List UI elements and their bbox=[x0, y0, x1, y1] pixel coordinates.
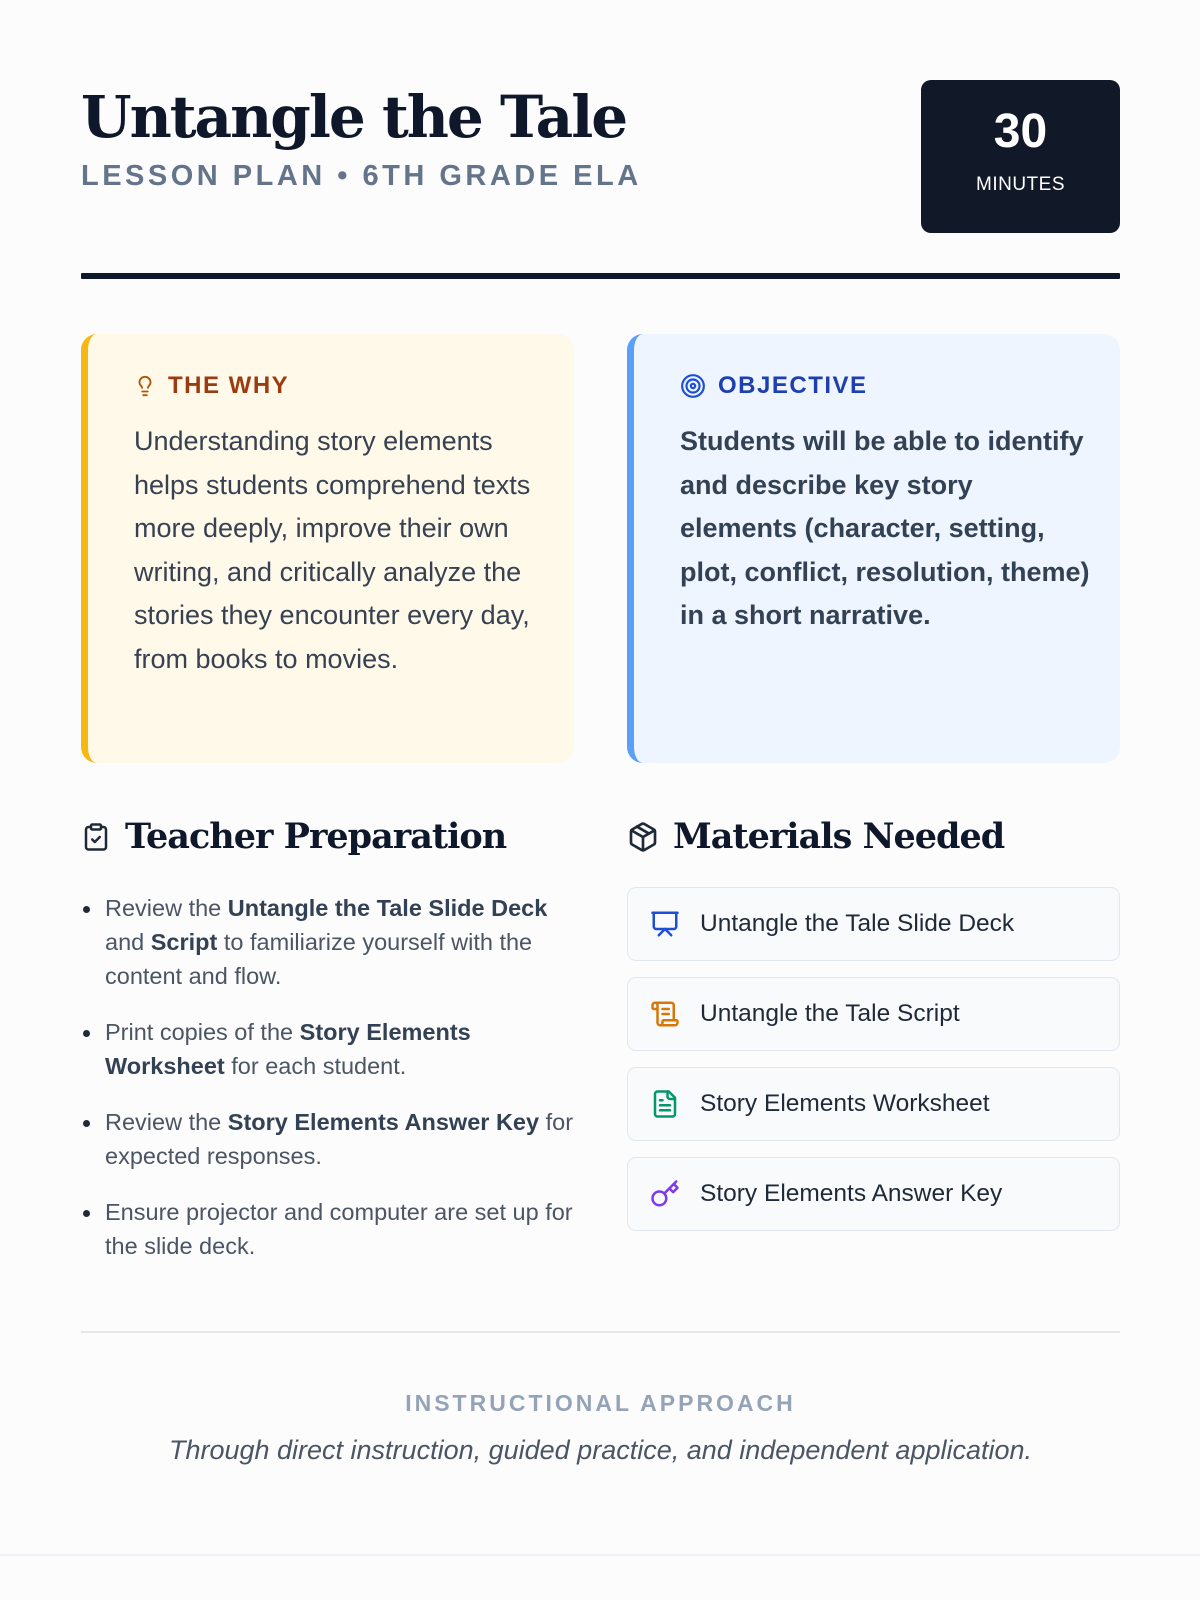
list-item: Print copies of the Story Elements Worksheet for each student. bbox=[81, 1015, 574, 1083]
objective-heading-text: OBJECTIVE bbox=[718, 372, 868, 399]
material-script[interactable] bbox=[627, 977, 1120, 1051]
target-icon bbox=[680, 373, 706, 399]
why-heading bbox=[134, 372, 544, 400]
package-icon bbox=[627, 821, 659, 853]
objective-card bbox=[627, 334, 1120, 763]
footer-divider bbox=[81, 1331, 1120, 1333]
list-item: Ensure projector and computer are set up for the slide deck. bbox=[81, 1195, 574, 1263]
clipboard-check-icon bbox=[81, 821, 111, 853]
presentation-icon bbox=[650, 909, 680, 939]
material-label: Story Elements Worksheet bbox=[700, 1090, 990, 1117]
material-worksheet[interactable] bbox=[627, 1067, 1120, 1141]
why-body: Understanding story elements helps students comprehend texts more deeply, improve their own writing, and critically analyze the stories they encounter every day, from books to movies. bbox=[134, 426, 531, 674]
objective-heading bbox=[680, 372, 1090, 400]
materials-section bbox=[627, 816, 1120, 1247]
objective-body: Students will be able to identify and describe key story elements (character, setting, plot, conflict, resolution, theme) in a short narrative. bbox=[680, 426, 1090, 630]
header bbox=[81, 80, 1120, 240]
material-label: Untangle the Tale Script bbox=[700, 1000, 960, 1027]
header-divider bbox=[81, 273, 1120, 279]
material-label: Story Elements Answer Key bbox=[700, 1180, 1003, 1207]
key-icon bbox=[650, 1179, 680, 1209]
material-slide-deck[interactable] bbox=[627, 887, 1120, 961]
materials-heading bbox=[627, 816, 1120, 857]
instructional-approach-text: Through direct instruction, guided practice, and independent application. bbox=[168, 1435, 1033, 1465]
duration-value: 30 bbox=[993, 105, 1048, 158]
page-title: Untangle the Tale bbox=[81, 83, 627, 151]
materials-title: Materials Needed bbox=[673, 816, 1005, 857]
lightbulb-icon bbox=[134, 373, 156, 399]
duration-badge bbox=[921, 80, 1120, 233]
list-item: Review the Story Elements Answer Key for expected responses. bbox=[81, 1105, 574, 1173]
why-heading-text: THE WHY bbox=[168, 372, 290, 399]
teacher-preparation-title: Teacher Preparation bbox=[125, 816, 507, 857]
material-answer-key[interactable] bbox=[627, 1157, 1120, 1231]
preparation-list bbox=[81, 891, 574, 1263]
teacher-preparation-section bbox=[81, 816, 574, 1285]
materials-list bbox=[627, 887, 1120, 1231]
material-label: Untangle the Tale Slide Deck bbox=[700, 910, 1015, 937]
file-text-icon bbox=[650, 1089, 680, 1119]
page-subtitle: LESSON PLAN • 6TH GRADE ELA bbox=[81, 160, 642, 192]
instructional-approach-heading: INSTRUCTIONAL APPROACH bbox=[405, 1390, 796, 1416]
scroll-icon bbox=[650, 999, 680, 1029]
teacher-preparation-heading bbox=[81, 816, 574, 857]
why-card bbox=[81, 334, 574, 763]
list-item: Review the Untangle the Tale Slide Deck and Script to familiarize yourself with the content and flow. bbox=[81, 891, 574, 993]
page-bottom-border bbox=[0, 1554, 1200, 1556]
duration-unit: MINUTES bbox=[976, 174, 1065, 195]
